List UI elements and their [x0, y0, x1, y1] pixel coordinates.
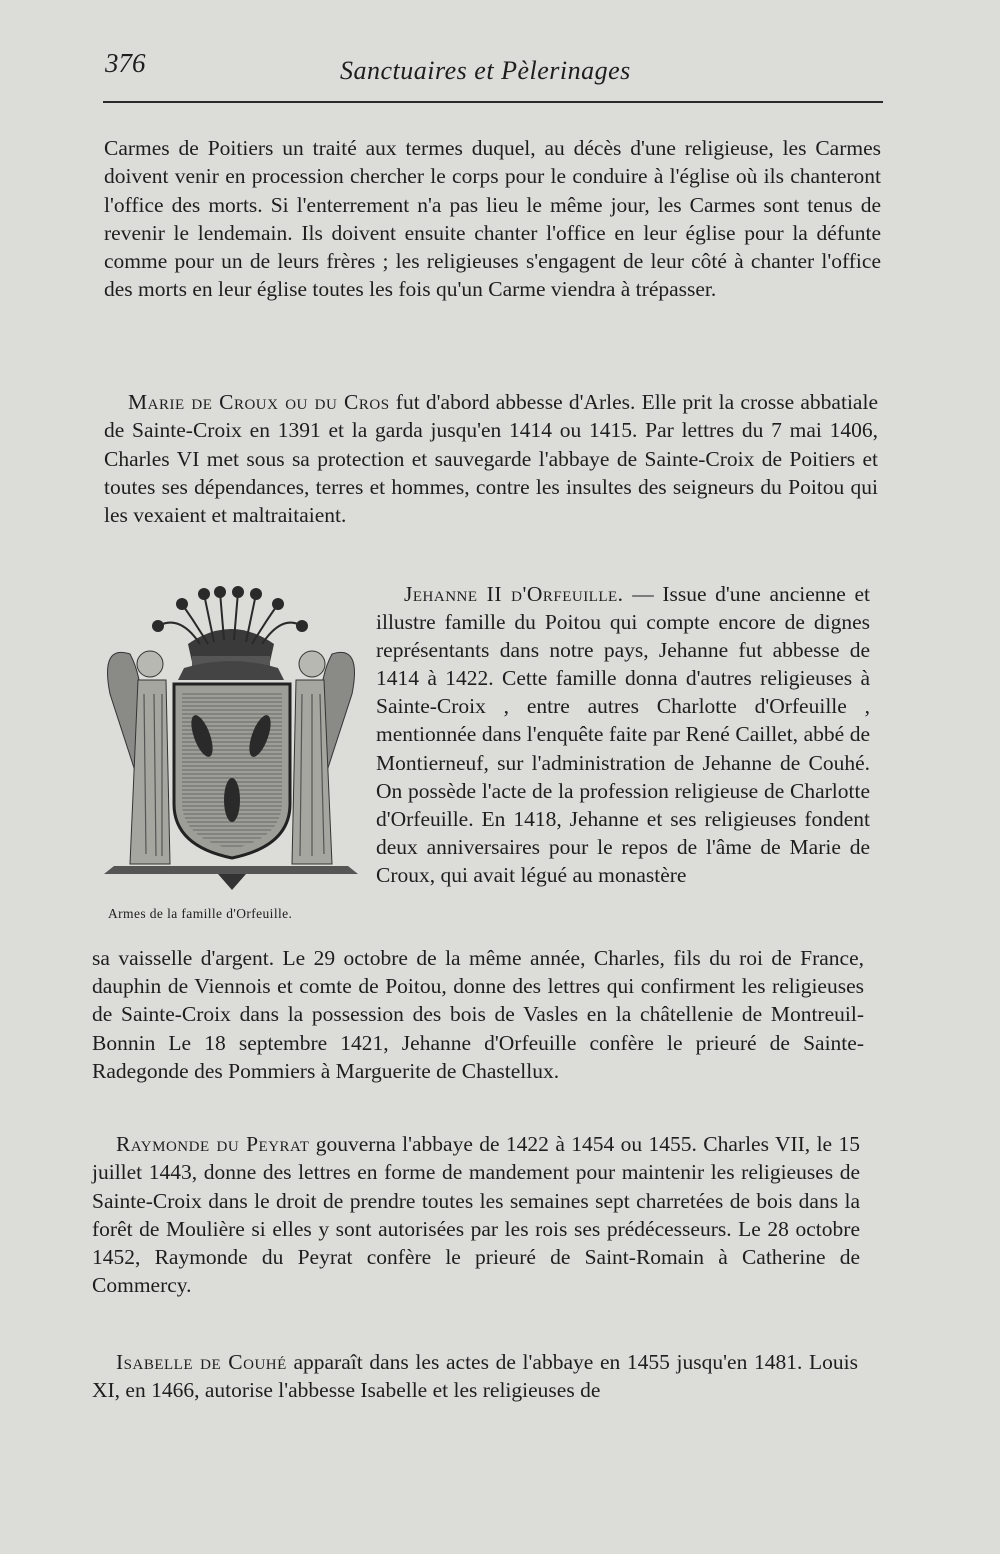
- paragraph-text: apparaît dans les actes de l'abbaye en 1455 jusqu'en 1481. Louis XI, en 1466, autorise l'abbesse Isabelle et les religieuses de: [92, 1350, 858, 1403]
- abbess-name: Raymonde du Peyrat: [116, 1132, 310, 1156]
- figure-caption: Armes de la famille d'Orfeuille.: [108, 906, 293, 921]
- paragraph-carmes: Carmes de Poitiers un traité aux termes duquel, au décès d'une religieuse, les Carmes doivent venir en procession chercher le corps pour le conduire à l'église où ils chanteront l'office des morts. Si l'enterrement n'a pas lieu le même jour, les Carmes sont tenus de revenir le lendemain. Ils doivent ensuite chanter l'office en leur église pour la défunte comme pour un de leurs frères ; les religieuses s'engagent de leur côté à chanter l'office des morts en leur église toutes les fois qu'un Carme viendra à trépasser.: [104, 136, 881, 302]
- paragraph-isabelle-de-couhe: [92, 1348, 858, 1405]
- header-rule: [103, 101, 883, 103]
- paragraph-jehanne-ii-continued: sa vaisselle d'argent. Le 29 octobre de la même année, Charles, fils du roi de France, dauphin de Viennois et comte de Poitou, donne des lettres qui confirment les religieuses de Sainte-Croix dans la possession des bois de Vasles en la châtellenie de Montreuil-Bonnin Le 18 septembre 1421, Jehanne d'Orfeuille confère le prieuré de Sainte-Radegonde des Pommiers à Marguerite de Chastellux.: [92, 946, 864, 1083]
- abbess-name: Marie de Croux ou du Cros: [128, 390, 390, 414]
- abbess-name: Isabelle de Couhé: [116, 1350, 287, 1374]
- paragraph-marie-de-croux: [104, 388, 878, 529]
- running-title: Sanctuaires et Pèlerinages: [340, 56, 631, 85]
- paragraph-text: fut d'abord abbesse d'Arles. Elle prit la crosse abbatiale de Sainte-Croix en 1391 et la garda jusqu'en 1414 ou 1415. Par lettres du 7 mai 1406, Charles VI met sous sa protection et sauvegarde l'abbaye de Sainte-Croix de Poitiers et toutes ses dépendances, terres et hommes, contre les insultes des seigneurs du Poitou qui les vexaient et maltraitaient.: [104, 390, 878, 528]
- paragraph-text: gouverna l'abbaye de 1422 à 1454 ou 1455. Charles VII, le 15 juillet 1443, donne des lettres en forme de mandement pour maintenir les religieuses de Sainte-Croix dans le droit de prendre toutes les semaines sept charretées de bois dans la forêt de Moulière si elles y sont autorisées par les rois ses prédécesseurs. Le 28 octobre 1452, Raymonde du Peyrat confère le prieuré de Saint-Romain à Catherine de Commercy.: [92, 1132, 860, 1298]
- paragraph-jehanne-ii: [376, 580, 870, 889]
- orfeuille-arms-engraving: [100, 584, 362, 902]
- coat-of-arms-illustration: [100, 584, 362, 902]
- abbess-name: Jehanne II d'Orfeuille.: [404, 582, 624, 606]
- page-number: 376: [105, 48, 146, 78]
- paragraph-text: — Issue d'une ancienne et illustre famille du Poitou qui compte encore de dignes représentants dans notre pays, Jehanne fut abbesse de 1414 à 1422. Cette famille donna d'autres religieuses à Sainte-Croix , entre autres Charlotte d'Orfeuille , mentionnée dans l'enquête faite par René Caillet, abbé de Montierneuf, sur l'administration de Jehanne de Couhé. On possède l'acte de la profession religieuse de Charlotte d'Orfeuille. En 1418, Jehanne et ses religieuses fondent deux anniversaires pour le repos de l'âme de Marie de Croux, qui avait légué au monastère: [376, 582, 871, 887]
- paragraph-raymonde-du-peyrat: [92, 1130, 860, 1300]
